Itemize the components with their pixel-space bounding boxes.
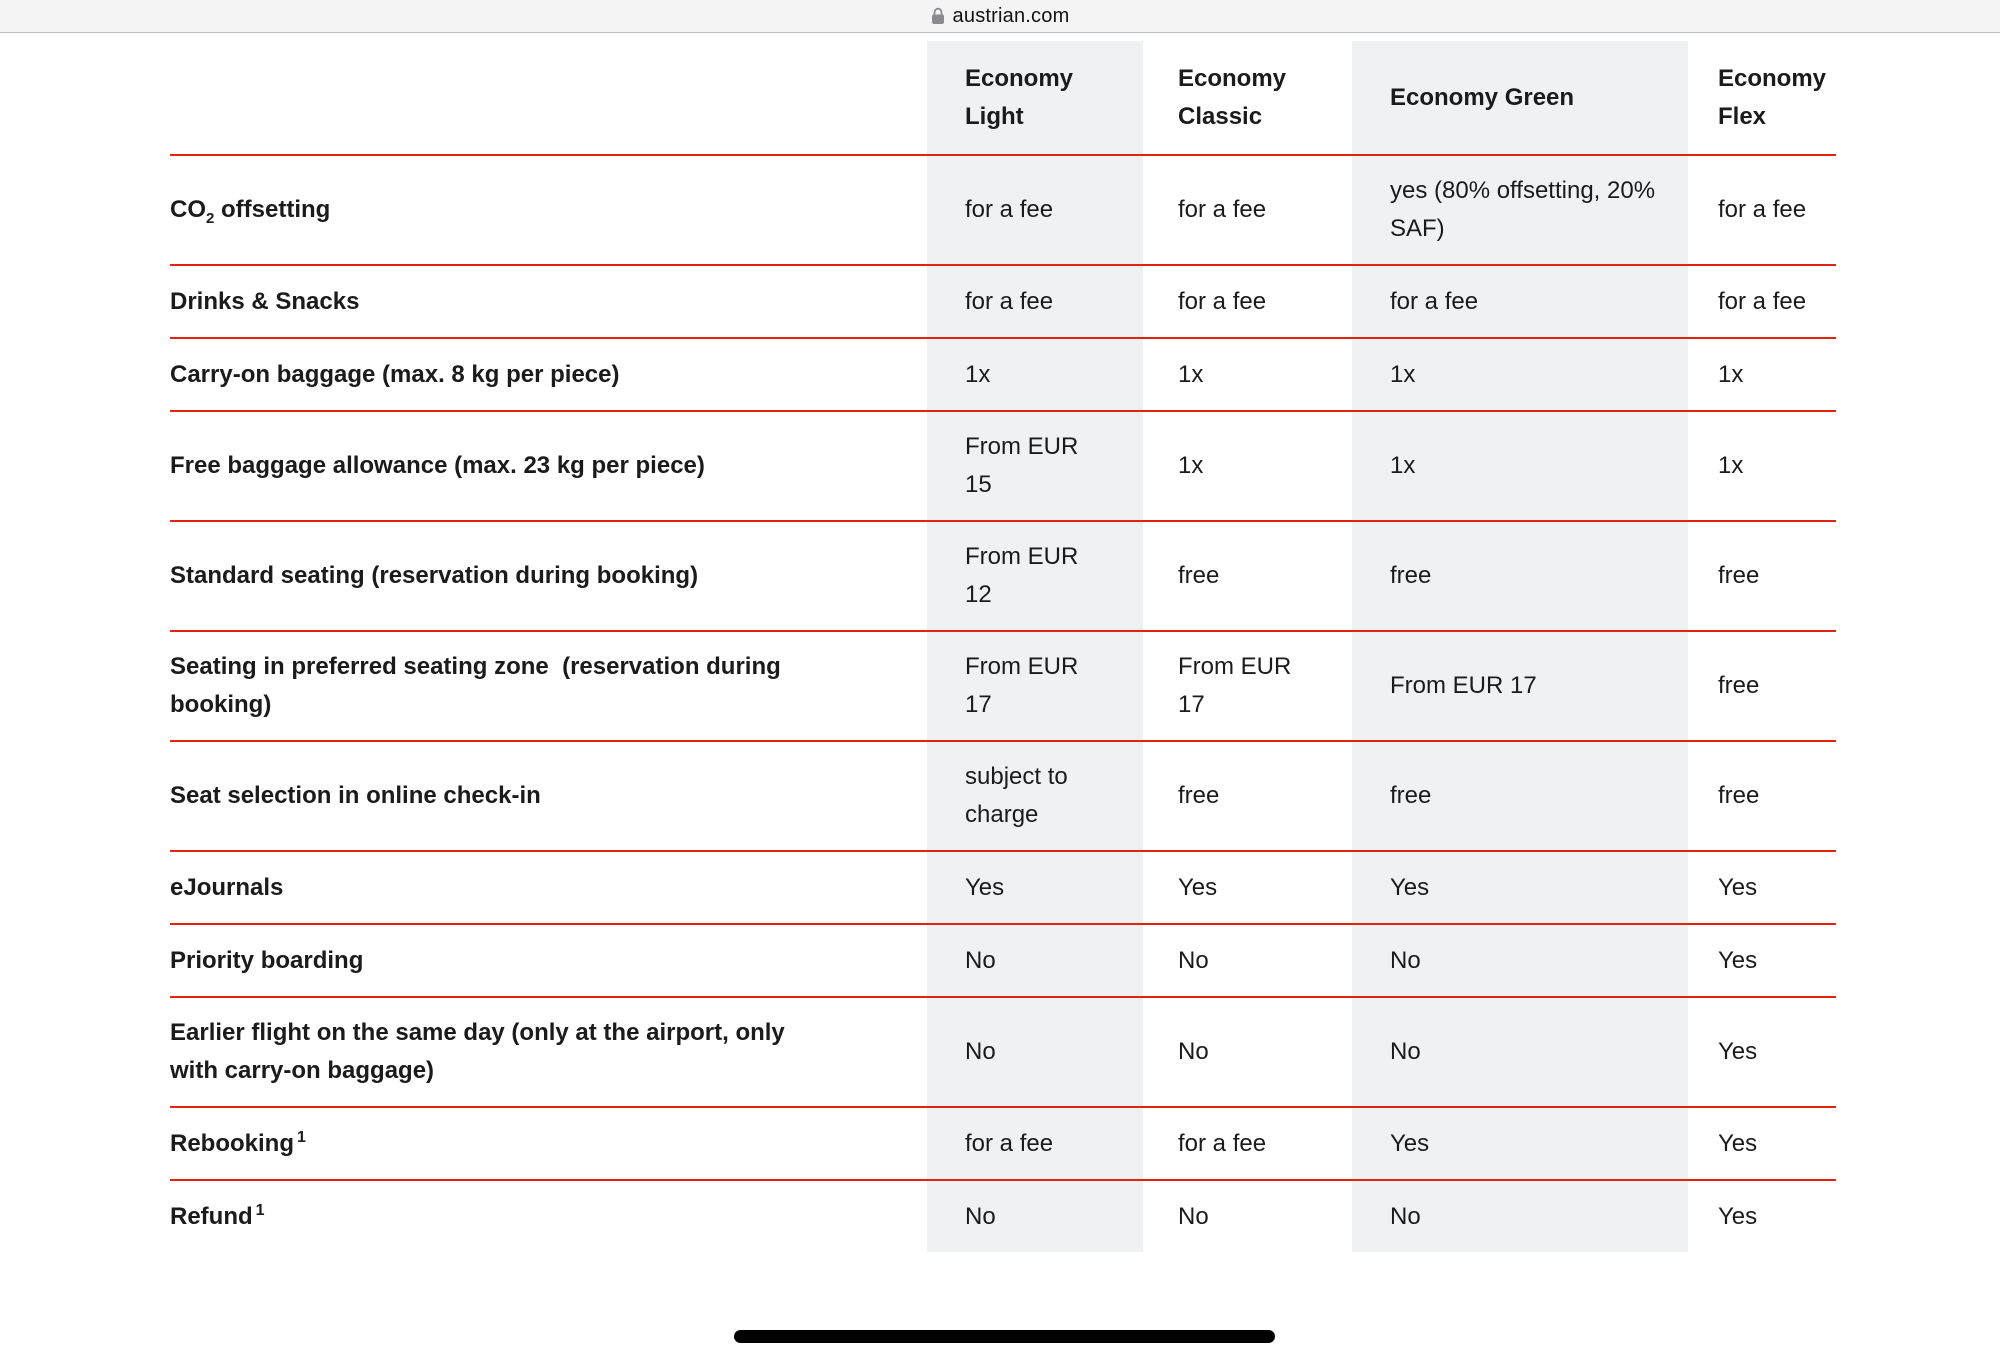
fare-comparison-table: [170, 41, 1836, 1252]
cell-economy-green: Yes: [1352, 1108, 1688, 1179]
cell-economy-flex: Yes: [1718, 1038, 1758, 1065]
cell-economy-light: 1x: [927, 339, 1143, 410]
cell-economy-light: for a fee: [927, 1108, 1143, 1179]
row-label: eJournals: [170, 873, 284, 901]
cell-economy-light: From EUR 12: [927, 522, 1143, 630]
table-row: [170, 850, 1836, 923]
cell-economy-classic: free: [1178, 562, 1220, 589]
cell-economy-classic: for a fee: [1178, 1129, 1267, 1157]
header-spacer-cell: [170, 41, 927, 154]
cell-economy-light: No: [927, 998, 1143, 1106]
table-row: [170, 1179, 1836, 1252]
browser-address-bar[interactable]: [0, 0, 2000, 33]
lock-icon: [931, 7, 945, 25]
cell-economy-classic: free: [1178, 782, 1220, 809]
table-row: [170, 520, 1836, 630]
table-row: [170, 154, 1836, 264]
row-label: Seat selection in online check-in: [170, 782, 541, 809]
cell-economy-flex: free: [1718, 672, 1760, 699]
cell-economy-classic: No: [1178, 1038, 1209, 1065]
cell-economy-flex: 1x: [1718, 452, 1744, 479]
cell-economy-green: for a fee: [1352, 266, 1688, 337]
table-row: [170, 337, 1836, 410]
page-content: [170, 41, 1836, 1252]
cell-economy-green: 1x: [1352, 412, 1688, 520]
cell-economy-light: From EUR 15: [927, 412, 1143, 520]
cell-economy-classic: No: [1178, 946, 1209, 974]
row-label: Seating in preferred seating zone (reservation during booking): [170, 653, 788, 718]
column-header-economy-classic: Economy Classic: [1178, 64, 1287, 130]
cell-economy-green: 1x: [1352, 339, 1688, 410]
cell-economy-classic: Yes: [1178, 873, 1218, 901]
cell-economy-green: No: [1352, 925, 1688, 996]
row-label: Carry-on baggage (max. 8 kg per piece): [170, 360, 620, 388]
row-label: Refund $^1$: [170, 1201, 265, 1230]
row-label: Free baggage allowance (max. 23 kg per piece): [170, 452, 705, 479]
cell-economy-flex: Yes: [1718, 873, 1758, 901]
table-header-row: [170, 41, 1836, 154]
table-row: [170, 410, 1836, 520]
table-row: [170, 1106, 1836, 1179]
row-label: Earlier flight on the same day (only at the airport, only with carry-on baggage): [170, 1019, 792, 1084]
cell-economy-green: No: [1352, 998, 1688, 1106]
address-bar-url: austrian.com: [952, 4, 1070, 27]
cell-economy-light: subject to charge: [927, 742, 1143, 850]
row-label: Standard seating (reservation during booking): [170, 562, 699, 589]
table-row: [170, 923, 1836, 996]
table-row: [170, 996, 1836, 1106]
cell-economy-green: yes (80% offsetting, 20% SAF): [1352, 156, 1688, 264]
row-label: Priority boarding: [170, 946, 364, 974]
cell-economy-light: Yes: [927, 852, 1143, 923]
cell-economy-light: for a fee: [927, 266, 1143, 337]
row-label: Drinks & Snacks: [170, 287, 360, 315]
column-header-economy-flex: Economy Flex: [1718, 64, 1827, 130]
cell-economy-flex: Yes: [1718, 1202, 1758, 1230]
cell-economy-flex: for a fee: [1718, 196, 1807, 223]
column-header-economy-light: Economy Light: [927, 41, 1143, 154]
cell-economy-classic: No: [1178, 1202, 1209, 1230]
cell-economy-green: Yes: [1352, 852, 1688, 923]
cell-economy-flex: Yes: [1718, 1129, 1758, 1157]
cell-economy-flex: free: [1718, 782, 1760, 809]
cell-economy-light: No: [927, 1181, 1143, 1252]
cell-economy-classic: From EUR 17: [1178, 653, 1292, 718]
table-row: [170, 264, 1836, 337]
cell-economy-flex: Yes: [1718, 946, 1758, 974]
cell-economy-green: From EUR 17: [1352, 632, 1688, 740]
cell-economy-classic: for a fee: [1178, 196, 1267, 223]
cell-economy-green: free: [1352, 522, 1688, 630]
cell-economy-light: From EUR 17: [927, 632, 1143, 740]
cell-economy-classic: 1x: [1178, 452, 1204, 479]
home-indicator[interactable]: [734, 1330, 1275, 1343]
label-footnote-marker: 1: [297, 1128, 306, 1146]
cell-economy-green: No: [1352, 1181, 1688, 1252]
cell-economy-classic: for a fee: [1178, 287, 1267, 315]
cell-economy-classic: 1x: [1178, 360, 1204, 388]
table-row: [170, 740, 1836, 850]
label-footnote-marker: 1: [255, 1201, 265, 1219]
label-subscript: 2: [206, 209, 215, 227]
table-row: [170, 630, 1836, 740]
cell-economy-flex: free: [1718, 562, 1760, 589]
column-header-economy-green: Economy Green: [1352, 41, 1688, 154]
row-label: $CO_2$ offsetting: [170, 196, 331, 227]
cell-economy-flex: 1x: [1718, 360, 1744, 388]
row-label: Rebooking $^1$: [170, 1128, 306, 1157]
cell-economy-flex: for a fee: [1718, 287, 1807, 315]
cell-economy-light: for a fee: [927, 156, 1143, 264]
cell-economy-light: No: [927, 925, 1143, 996]
cell-economy-green: free: [1352, 742, 1688, 850]
